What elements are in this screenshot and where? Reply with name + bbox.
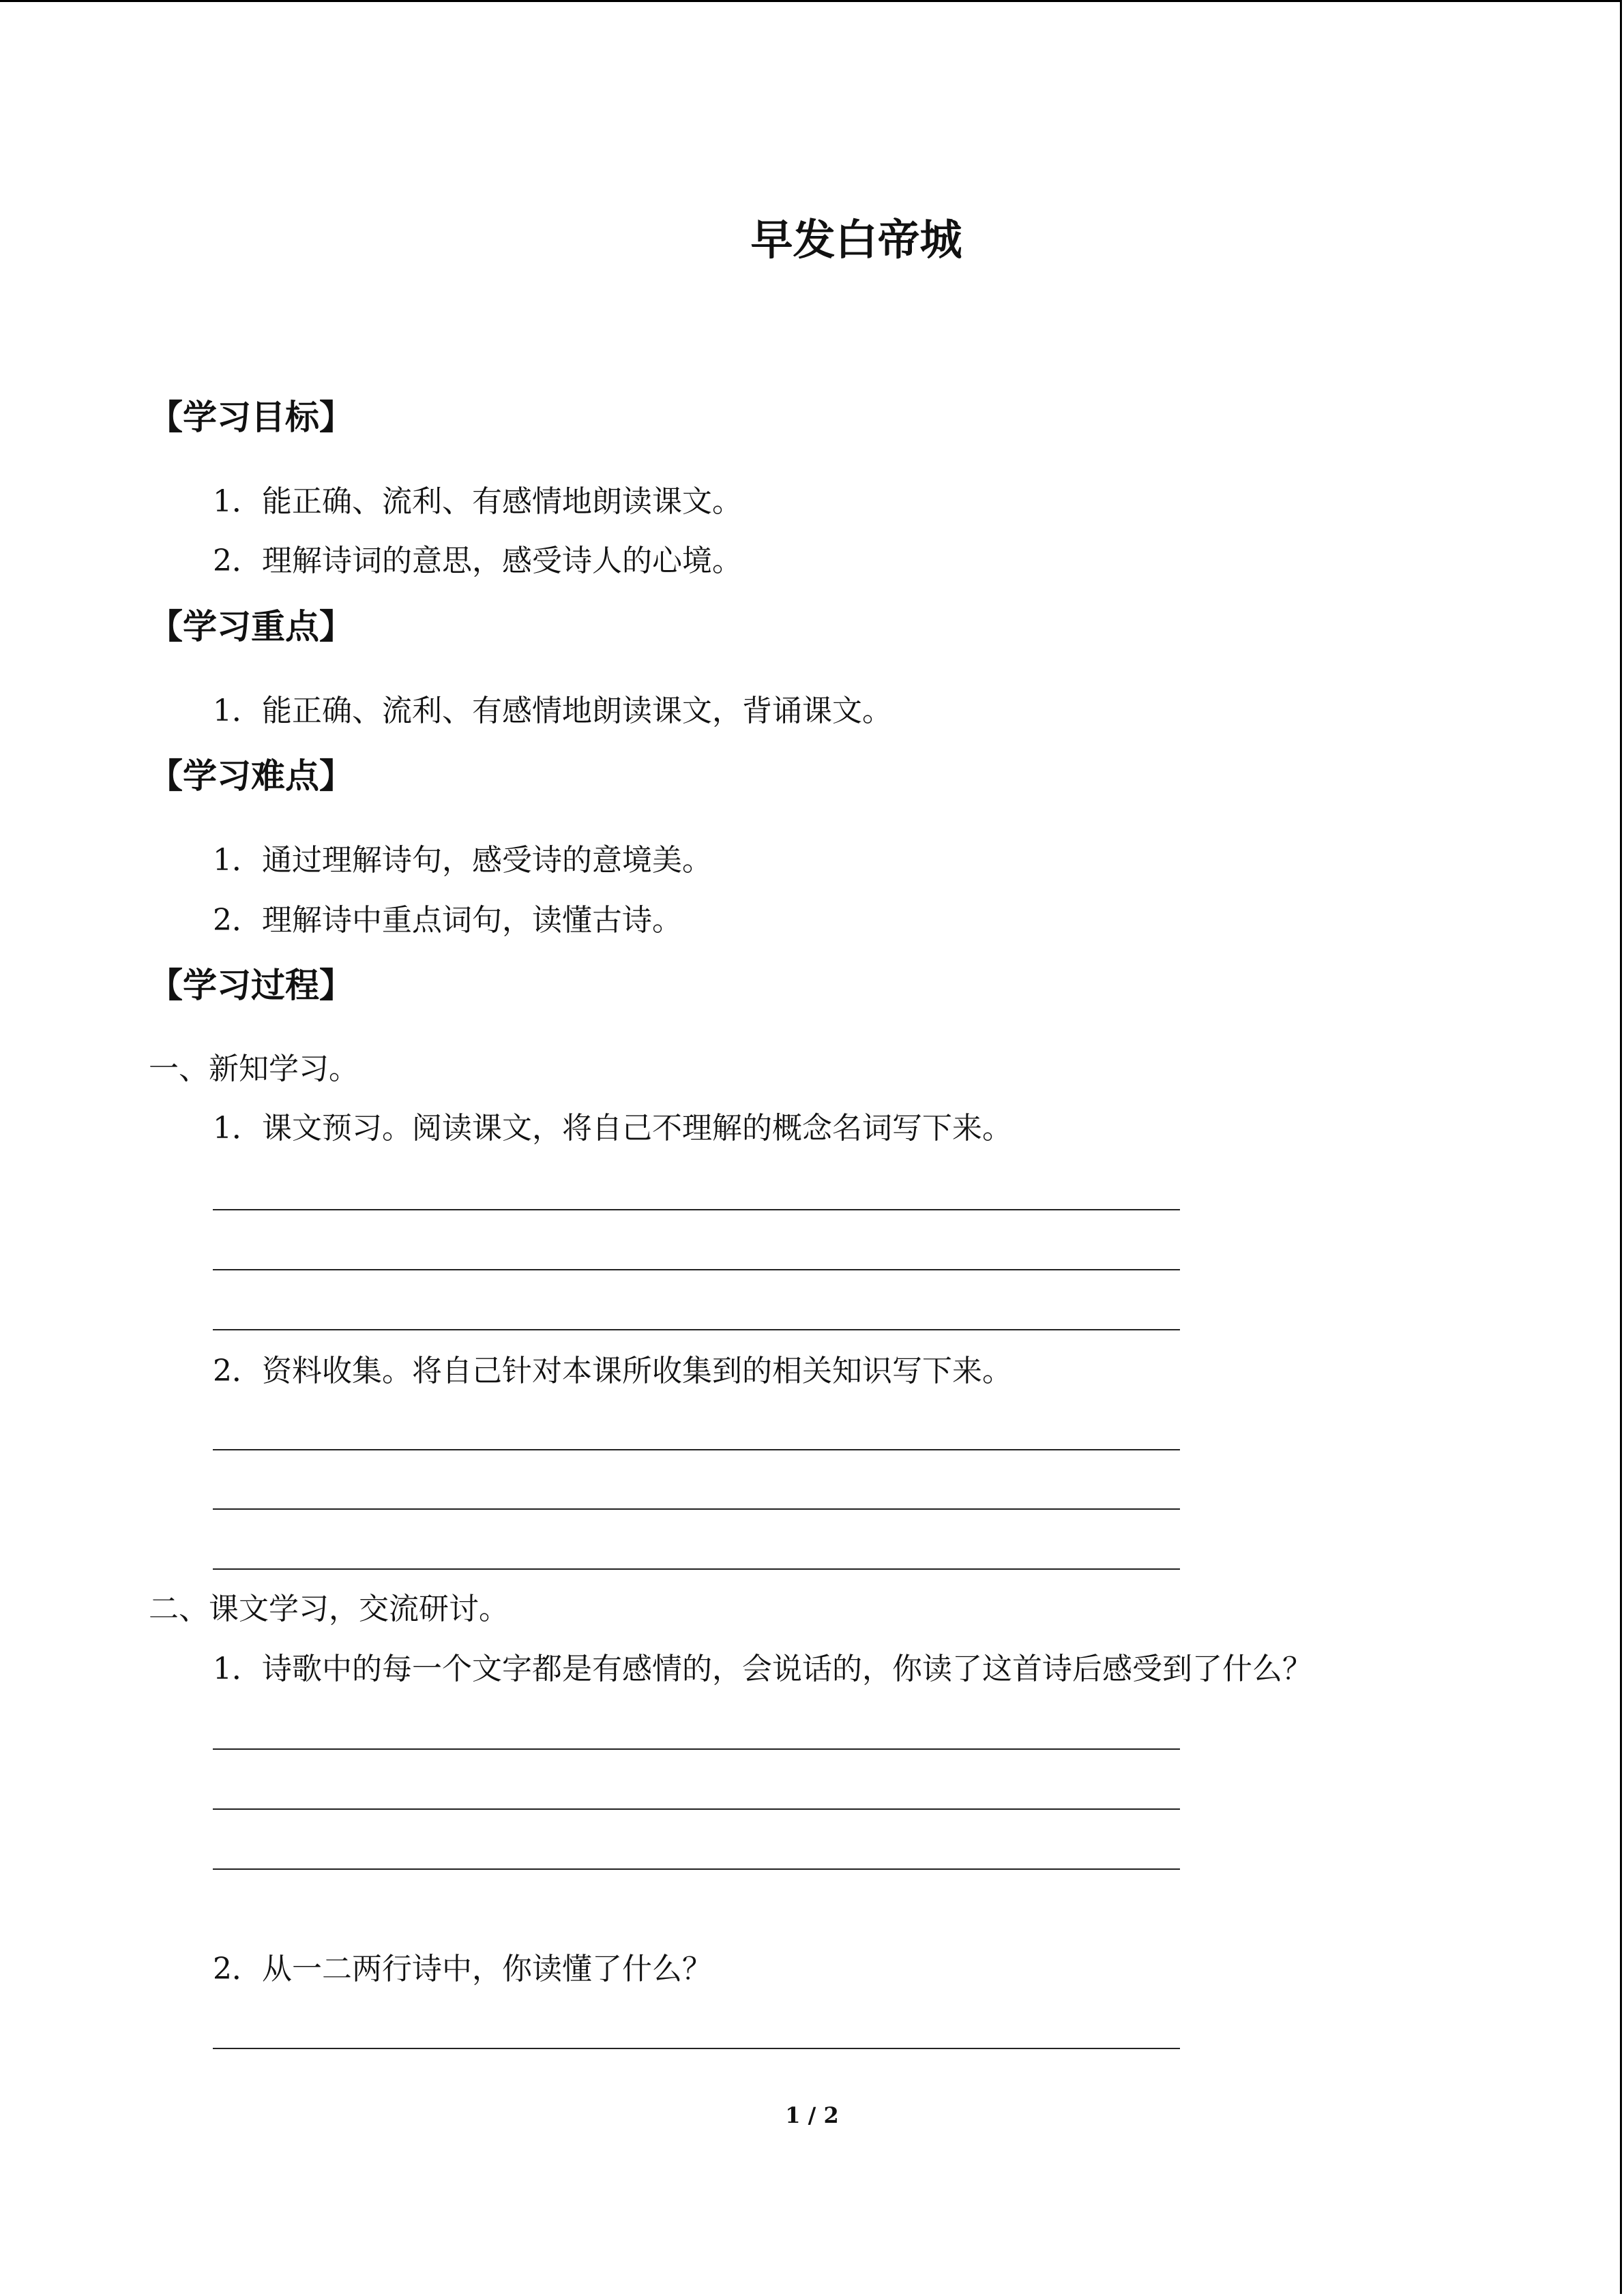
objective-item-2: 2．理解诗词的意思，感受诗人的心境。 <box>213 543 742 578</box>
document-title: 早发白帝城 <box>750 215 962 265</box>
heading-difficulties: 【学习难点】 <box>149 756 353 796</box>
objective-item-1: 1．能正确、流利、有感情地朗读课文。 <box>213 484 742 519</box>
heading-process: 【学习过程】 <box>149 966 353 1005</box>
answer-line[interactable] <box>213 1449 1180 1450</box>
page-number: 1 / 2 <box>785 2102 839 2128</box>
answer-line[interactable] <box>213 1748 1180 1750</box>
answer-line[interactable] <box>213 1808 1180 1810</box>
key-point-item-1: 1．能正确、流利、有感情地朗读课文，背诵课文。 <box>213 694 892 728</box>
answer-line[interactable] <box>213 1329 1180 1330</box>
question-materials: 2．资料收集。将自己针对本课所收集到的相关知识写下来。 <box>213 1354 1012 1388</box>
heading-key-points: 【学习重点】 <box>149 607 353 646</box>
difficulty-item-2: 2．理解诗中重点词句，读懂古诗。 <box>213 903 682 938</box>
difficulty-item-1: 1．通过理解诗句，感受诗的意境美。 <box>213 843 712 878</box>
answer-line[interactable] <box>213 2048 1180 2049</box>
question-feelings: 1．诗歌中的每一个文字都是有感情的，会说话的，你读了这首诗后感受到了什么？ <box>213 1652 1312 1686</box>
question-first-two-lines: 2．从一二两行诗中，你读懂了什么？ <box>213 1952 712 1986</box>
section-text-study: 二、课文学习，交流研讨。 <box>149 1592 509 1626</box>
answer-line[interactable] <box>213 1868 1180 1870</box>
answer-line[interactable] <box>213 1269 1180 1270</box>
question-preview: 1．课文预习。阅读课文，将自己不理解的概念名词写下来。 <box>213 1111 1012 1146</box>
answer-line[interactable] <box>213 1568 1180 1570</box>
answer-line[interactable] <box>213 1209 1180 1210</box>
section-new-knowledge: 一、新知学习。 <box>149 1052 359 1086</box>
heading-objectives: 【学习目标】 <box>149 398 353 437</box>
answer-line[interactable] <box>213 1508 1180 1510</box>
